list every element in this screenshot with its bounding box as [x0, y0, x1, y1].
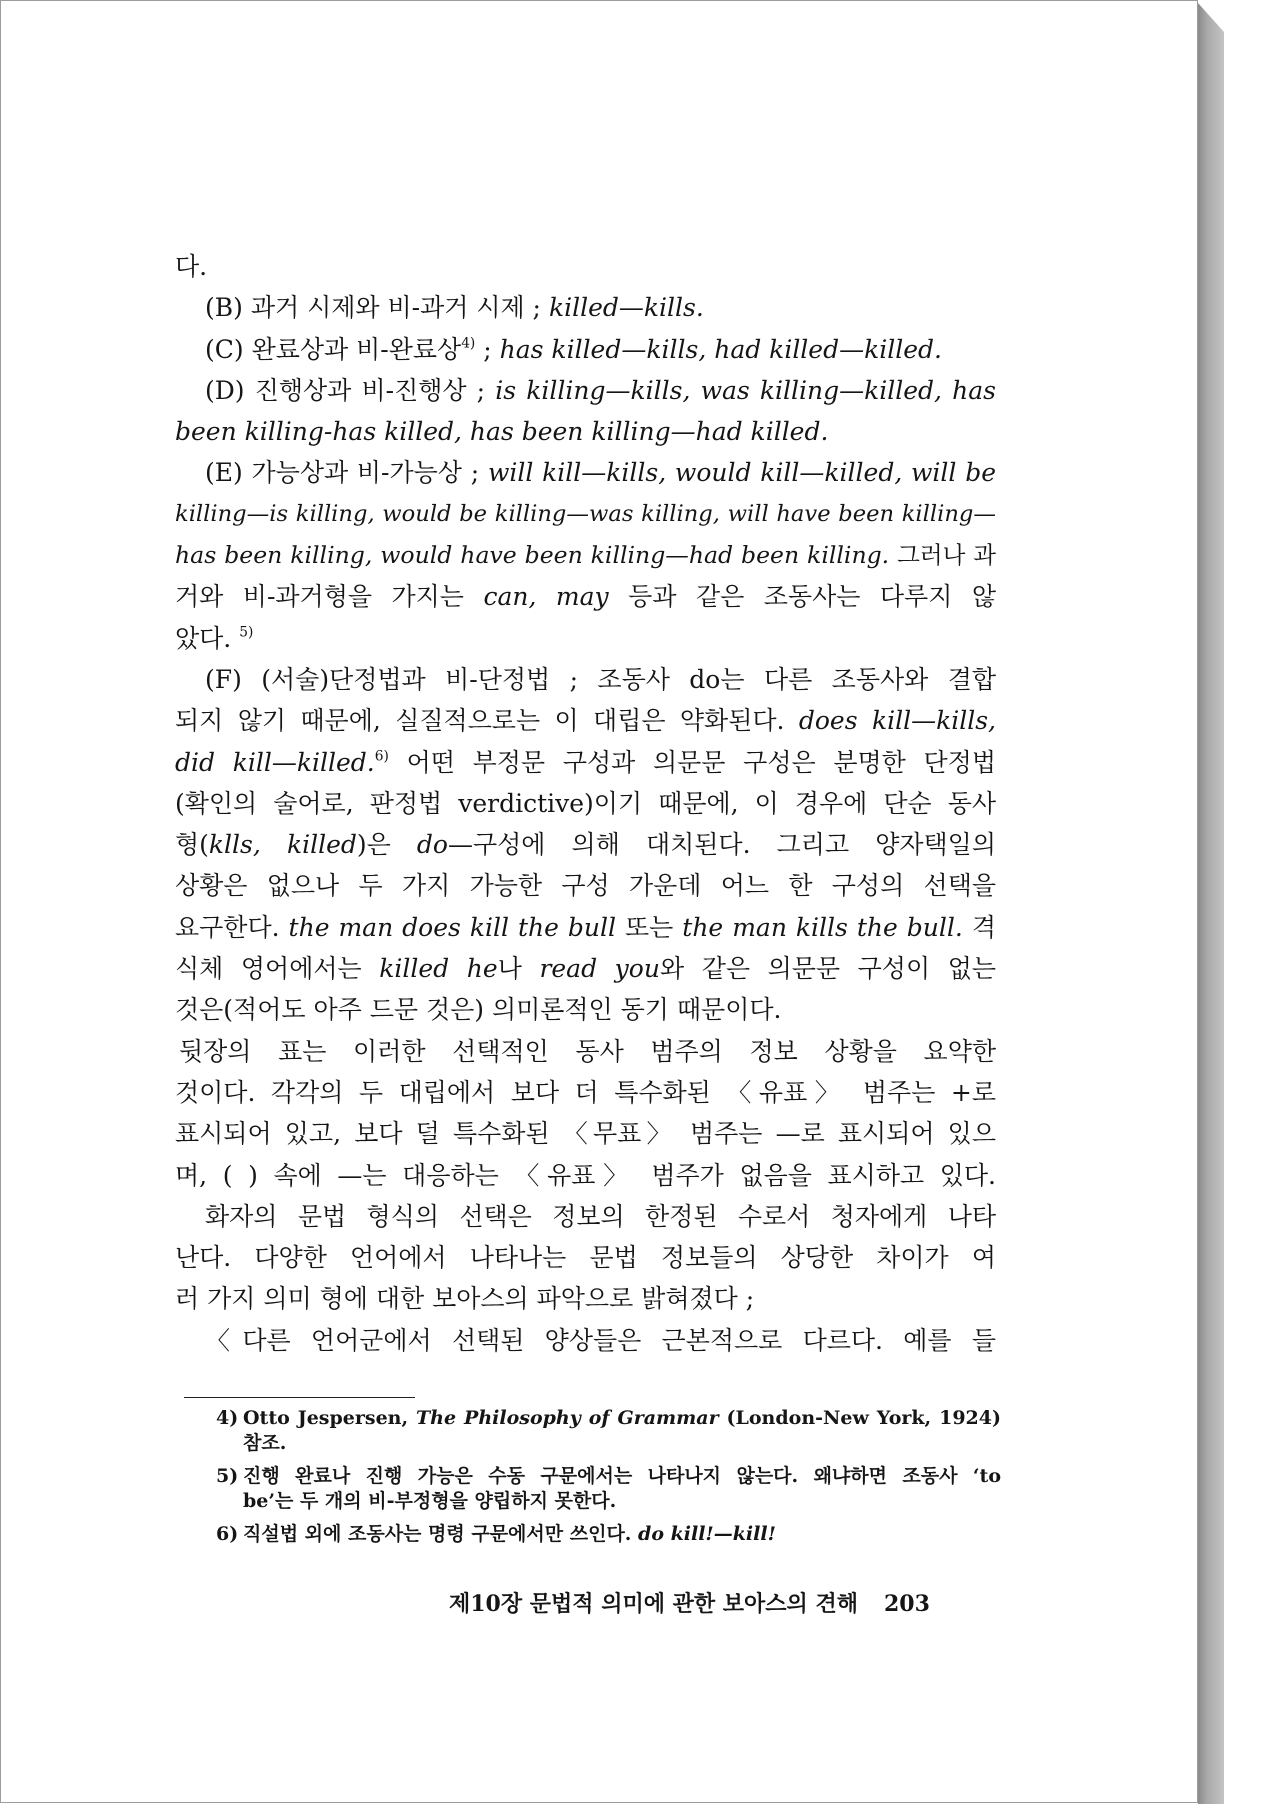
text-segment: (B) 과거 시제와 비-과거 시제 ; [205, 293, 549, 323]
text-segment: (C) 완료상과 비-완료상 [205, 334, 462, 364]
footnote-number: 5) [216, 1465, 239, 1487]
text-line [175, 1278, 996, 1319]
text-line [175, 1155, 996, 1196]
text-segment: 식체 영어에서는 [175, 954, 380, 984]
text-segment: 또는 [616, 912, 683, 942]
text-segment: 화자의 문법 형식의 선택은 정보의 한정된 수로서 청자에게 나타 [205, 1201, 996, 1231]
text-segment: 형( [175, 830, 209, 860]
text-line [175, 907, 996, 948]
footnote-text [243, 1406, 1001, 1456]
text-segment: be’는 두 개의 비-부정형을 양립하지 못한다. [243, 1490, 617, 1512]
footnote [216, 1464, 1001, 1514]
text-line [175, 452, 996, 493]
footnote-reference: 5) [239, 624, 254, 641]
text-line [175, 1196, 996, 1237]
footnote-line [243, 1431, 1001, 1456]
text-line [175, 370, 996, 411]
footnotes [216, 1406, 1001, 1555]
text-line [175, 700, 996, 741]
text-segment: 〈다른 언어군에서 선택된 양상들은 근본적으로 다르다. 예를 들 [205, 1325, 996, 1355]
text-line [175, 1320, 996, 1361]
footnote [216, 1522, 1001, 1547]
text-segment: ; [475, 334, 500, 364]
text-segment: 뒷장의 표는 이러한 선택적인 동사 범주의 정보 상황을 요약한 [179, 1036, 996, 1066]
italic-text-segment: do [416, 830, 448, 860]
footnote-reference: 4) [461, 335, 476, 352]
italic-text-segment: did kill—killed. [175, 747, 375, 777]
text-line [175, 783, 996, 824]
italic-text-segment: killed—kills. [548, 293, 704, 323]
text-line [175, 246, 996, 287]
text-line [175, 948, 996, 989]
text-segment: 와 같은 의문문 구성이 없는 [659, 954, 996, 984]
italic-text-segment: The Philosophy of Grammar [416, 1407, 719, 1429]
footnote-text [243, 1464, 1001, 1514]
text-segment: 러 가지 의미 형에 대한 보아스의 파악으로 밝혀졌다 ; [175, 1284, 755, 1314]
chapter-title: 제10장 문법적 의미에 관한 보아스의 견해 [449, 1591, 858, 1617]
text-line [175, 618, 996, 659]
text-segment: 그러나 과 [889, 541, 996, 570]
text-segment: 격 [962, 912, 996, 942]
italic-text-segment: the man kills the bull. [682, 912, 963, 942]
footnote-number: 4) [216, 1407, 239, 1429]
text-segment: 되지 않기 때문에, 실질적으로는 이 대립은 약화된다. [175, 706, 799, 736]
text-line [175, 824, 996, 865]
body-text [175, 246, 996, 1361]
italic-text-segment: can, may [483, 582, 609, 612]
text-line [175, 1113, 996, 1154]
text-segment: 다. [175, 252, 208, 281]
footnote-line [243, 1406, 1001, 1431]
text-segment: 난다. 다양한 언어에서 나타나는 문법 정보들의 상당한 차이가 여 [175, 1243, 996, 1273]
italic-text-segment: has killed—kills, had killed—killed. [499, 334, 942, 364]
text-segment: 며, ( ) 속에 —는 대응하는 〈유표〉 범주가 없음을 표시하고 있다. [175, 1160, 996, 1190]
text-segment: 표시되어 있고, 보다 덜 특수화된 〈무표〉 범주는 —로 표시되어 있으 [175, 1119, 996, 1149]
text-line [175, 411, 996, 452]
page-edge-shadow [1198, 0, 1224, 1804]
text-segment: 진행 완료나 진행 가능은 수동 구문에서는 나타나지 않는다. 왜냐하면 조동사 ‘to [243, 1465, 1001, 1487]
text-line [175, 742, 996, 783]
footnote [216, 1406, 1001, 1456]
text-line [175, 1072, 996, 1113]
footnote-line [243, 1489, 1001, 1514]
text-line [175, 865, 996, 906]
text-segment: (확인의 술어로, 판정법 verdictive)이기 때문에, 이 경우에 단순 동사 [175, 788, 996, 818]
text-segment: (D) 진행상과 비-진행상 ; [205, 375, 496, 405]
text-line [175, 659, 996, 700]
text-line [175, 576, 996, 617]
italic-text-segment: will kill—kills, would kill—killed, will be [487, 458, 996, 488]
text-segment: 나 [497, 954, 540, 984]
italic-text-segment: does kill—kills, [798, 706, 996, 736]
text-segment: 상황은 없으나 두 가지 가능한 구성 가운데 어느 한 구성의 선택을 [175, 871, 996, 901]
text-segment: )은 [356, 830, 417, 860]
text-segment: 것은(적어도 아주 드문 것은) 의미론적인 동기 때문이다. [175, 995, 782, 1025]
italic-text-segment: killed he [379, 954, 498, 984]
footnote-line [243, 1464, 1001, 1489]
text-segment: 요구한다. [175, 912, 289, 942]
italic-text-segment: do kill!—kill! [638, 1523, 776, 1545]
text-line [175, 1237, 996, 1278]
text-line [175, 1031, 996, 1072]
page-number: 203 [883, 1591, 930, 1617]
footnote-rule [184, 1397, 415, 1398]
footnote-reference: 6) [374, 748, 389, 765]
text-segment: —구성에 의해 대치된다. 그리고 양자택일의 [447, 830, 996, 860]
italic-text-segment: klls, killed [208, 830, 357, 860]
italic-text-segment: is killing—kills, was killing—killed, has [495, 375, 996, 405]
italic-text-segment: killing—is killing, would be killing—was killing, will have been killing— [175, 500, 996, 527]
text-line [175, 287, 996, 328]
text-line [175, 535, 996, 576]
text-segment: 등과 같은 조동사는 다루지 않 [608, 582, 996, 612]
running-footer [449, 1589, 981, 1619]
text-line [175, 329, 996, 370]
text-segment: 았다. [175, 623, 240, 653]
text-segment: (F) (서술)단정법과 비-단정법 ; 조동사 do는 다른 조동사와 결합 [205, 664, 996, 694]
italic-text-segment: the man does kill the bull [288, 912, 616, 942]
italic-text-segment: read you [539, 954, 660, 984]
footnote-line [243, 1522, 1001, 1547]
text-segment: 직설법 외에 조동사는 명령 구문에서만 쓰인다. [243, 1523, 639, 1545]
text-segment: 어떤 부정문 구성과 의문문 구성은 분명한 단정법 [388, 747, 996, 777]
italic-text-segment: has been killing, would have been killing—had been killing. [175, 541, 890, 570]
text-line [175, 989, 996, 1030]
text-segment: 것이다. 각각의 두 대립에서 보다 더 특수화된 〈유표〉 범주는 +로 [175, 1077, 996, 1107]
footnote-text [243, 1522, 1001, 1547]
text-segment: (London-New York, 1924) [718, 1407, 1001, 1429]
text-segment: Otto Jespersen, [243, 1407, 417, 1429]
text-segment: 참조. [243, 1432, 287, 1454]
footnote-number: 6) [216, 1523, 239, 1545]
italic-text-segment: been killing-has killed, has been killing—had killed. [175, 417, 829, 447]
text-line [175, 494, 996, 535]
text-segment: (E) 가능상과 비-가능상 ; [205, 458, 488, 488]
text-segment: 거와 비-과거형을 가지는 [175, 582, 484, 612]
